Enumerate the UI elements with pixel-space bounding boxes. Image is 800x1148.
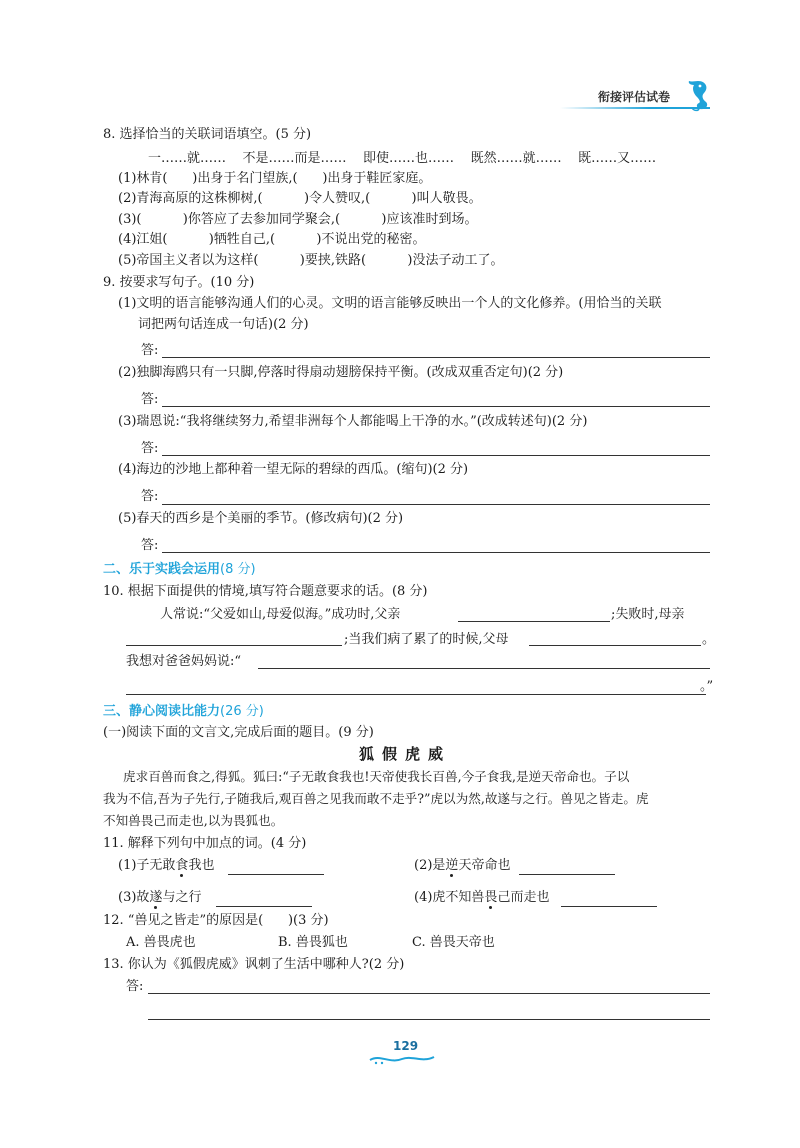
answer-label: 答:	[141, 392, 159, 407]
q10-line-2-end: 。	[702, 632, 716, 647]
q8-item-2: (2)青海高原的这株柳树,( )令人赞叹,( )叫人敬畏。	[118, 191, 482, 206]
q11-item-4-blank[interactable]	[561, 906, 657, 907]
q10-heading: 10. 根据下面提供的情境,填写符合题意要求的话。(8 分)	[103, 584, 428, 599]
header-title: 衔接评估试卷	[598, 90, 671, 104]
page-number: 129	[393, 1039, 419, 1053]
q11-item-3	[118, 891, 201, 904]
q11-item-3-blank[interactable]	[216, 906, 312, 907]
section-2-title	[103, 563, 256, 576]
q11-item-3-pre: (3)故	[118, 890, 150, 905]
q11-item-4-pre: (4)虎不知兽	[414, 890, 485, 905]
q9-heading: 9. 按要求写句子。(10 分)	[103, 275, 255, 290]
q9-item-1-line-1: (1)文明的语言能够沟通人们的心灵。文明的语言能够反映出一个人的文化修养。(用恰当的关联	[118, 296, 662, 311]
q10-blank-message-1[interactable]	[258, 668, 710, 669]
q11-item-2	[414, 859, 510, 872]
answer-label: 答:	[126, 979, 144, 994]
q9-item-2: (2)独脚海鸥只有一只脚,停落时得扇动翅膀保持平衡。(改成双重否定句)(2 分)	[118, 365, 564, 380]
q8-heading: 8. 选择恰当的关联词语填空。(5 分)	[103, 127, 312, 142]
answer-label: 答:	[141, 441, 159, 456]
q12-option-b[interactable]: B. 兽畏狐也	[278, 935, 348, 950]
q11-heading: 11. 解释下列句中加点的词。(4 分)	[103, 836, 307, 851]
q12-option-a[interactable]: A. 兽畏虎也	[126, 935, 196, 950]
q10-blank-father-success[interactable]	[458, 621, 610, 622]
section-3-title-text: 三、静心阅读比能力	[103, 704, 221, 719]
answer-line[interactable]	[148, 993, 710, 994]
q8-item-1: (1)林肯( )出身于名门望族,( )出身于鞋匠家庭。	[118, 171, 432, 186]
seahorse-logo-icon	[684, 78, 712, 112]
answer-line[interactable]	[148, 1019, 710, 1020]
q12-option-c[interactable]: C. 兽畏天帝也	[412, 935, 495, 950]
q8-options: 一……就…… 不是……而是…… 即使……也…… 既然……就…… 既……又……	[148, 151, 657, 166]
answer-label: 答:	[141, 343, 159, 358]
answer-label: 答:	[141, 489, 159, 504]
q11-item-2-dotted-word: 逆	[445, 858, 459, 873]
q10-blank-parents[interactable]	[529, 645, 701, 646]
answer-line[interactable]	[162, 455, 710, 456]
reading-paragraph-line-2: 我为不信,吾为子先行,子随我后,观百兽之见我而敢不走乎?”虎以为然,故遂与之行。兽见之皆走。虎	[103, 791, 649, 806]
answer-line[interactable]	[162, 357, 710, 358]
answer-line[interactable]	[162, 406, 710, 407]
q10-blank-mother-failure[interactable]	[126, 645, 342, 646]
reading-intro: (一)阅读下面的文言文,完成后面的题目。(9 分)	[103, 725, 374, 740]
reading-title: 狐假虎威	[359, 745, 452, 763]
reading-paragraph-line-1: 虎求百兽而食之,得狐。狐曰:“子无敢食我也!天帝使我长百兽,今子食我,是逆天帝命也。子以	[123, 769, 630, 784]
section-2-points: (8 分)	[220, 562, 256, 577]
q11-item-4	[414, 891, 549, 904]
q9-item-4: (4)海边的沙地上都种着一望无际的碧绿的西瓜。(缩句)(2 分)	[118, 462, 469, 477]
q10-line-1-text-a: 人常说:“父爱如山,母爱似海。”成功时,父亲	[160, 607, 401, 622]
answer-label: 答:	[141, 538, 159, 553]
page-number-wave-icon	[368, 1052, 438, 1066]
q12-heading: 12. “兽见之皆走”的原因是( )(3 分)	[103, 913, 329, 928]
q11-item-1-pre: (1)子无敢	[118, 858, 176, 873]
q8-item-5: (5)帝国主义者以为这样( )要挟,铁路( )没法子动工了。	[118, 253, 504, 268]
q9-item-5: (5)春天的西乡是个美丽的季节。(修改病句)(2 分)	[118, 511, 404, 526]
q11-item-4-dotted-word: 畏	[484, 890, 498, 905]
q9-item-1-line-2: 词把两句话连成一句话)(2 分)	[138, 317, 309, 332]
section-3-points: (26 分)	[220, 704, 264, 719]
q11-item-1	[118, 859, 214, 872]
q10-line-3-text: 我想对爸爸妈妈说:“	[126, 654, 242, 669]
q11-item-2-post: 天帝命也	[458, 858, 511, 873]
q8-item-4: (4)江姐( )牺牲自己,( )不说出党的秘密。	[118, 232, 426, 247]
q11-item-1-post: 我也	[188, 858, 215, 873]
q8-item-3: (3)( )你答应了去参加同学聚会,( )应该准时到场。	[118, 212, 478, 227]
q10-line-4-end: 。”	[700, 679, 714, 694]
q10-blank-message-2[interactable]	[126, 694, 706, 695]
answer-line[interactable]	[162, 552, 710, 553]
q11-item-4-post: 己而走也	[497, 890, 550, 905]
reading-paragraph-line-3: 不知兽畏己而走也,以为畏狐也。	[103, 813, 284, 828]
section-2-title-text: 二、乐于实践会运用	[103, 562, 221, 577]
q10-line-1-text-b: ;失败时,母亲	[611, 607, 685, 622]
q9-item-3: (3)瑞恩说:“我将继续努力,希望非洲每个人都能喝上干净的水。”(改成转述句)(2 分)	[118, 414, 588, 429]
q11-item-1-dotted-word: 食	[175, 858, 189, 873]
q10-line-2-text: ;当我们病了累了的时候,父母	[344, 632, 509, 647]
q11-item-2-blank[interactable]	[519, 874, 615, 875]
q11-item-3-post: 与之行	[162, 890, 202, 905]
q11-item-2-pre: (2)是	[414, 858, 446, 873]
answer-line[interactable]	[162, 504, 710, 505]
q11-item-1-blank[interactable]	[228, 874, 324, 875]
q11-item-3-dotted-word: 遂	[149, 890, 163, 905]
section-3-title	[103, 705, 264, 718]
q13-heading: 13. 你认为《狐假虎威》讽刺了生活中哪种人?(2 分)	[103, 957, 405, 972]
